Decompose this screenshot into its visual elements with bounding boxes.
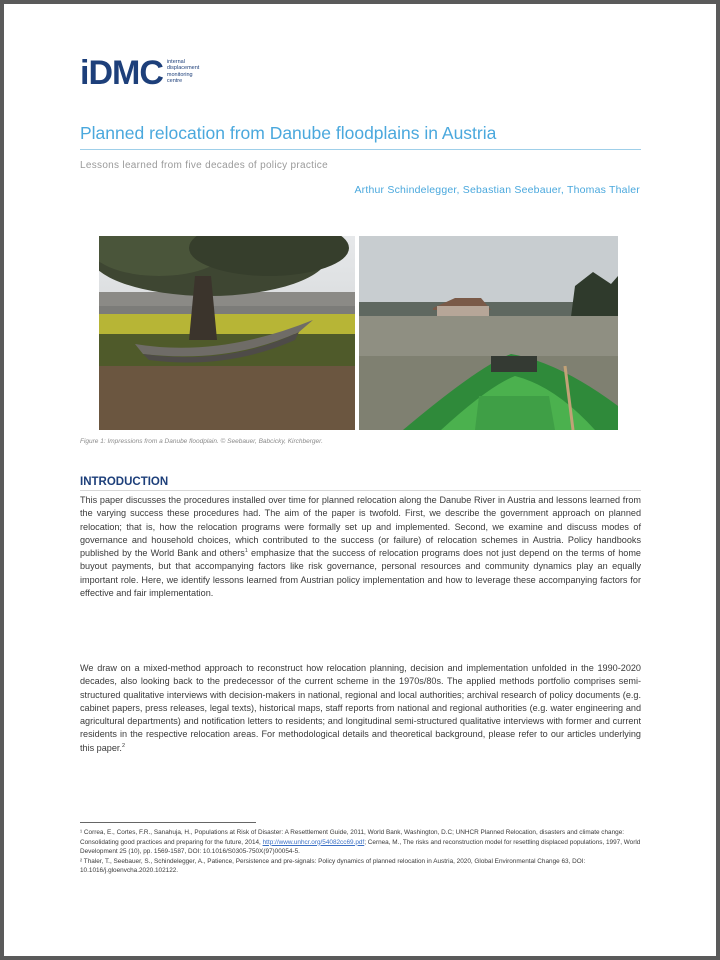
footnote-ref-2: 2 — [121, 742, 126, 749]
footnote-text: ; Cernea, M., The risks and reconstruction model for resettling displaced populations, 1997, World Development 25 (10), pp. 1569-1587, DOI: 10.1016/S0305-750X(97)00054-5. — [80, 838, 641, 856]
logo-subtitle — [167, 59, 213, 84]
footnote-1 — [80, 828, 641, 857]
idmc-logo — [80, 56, 213, 90]
footnote-ref-1: 1 — [244, 548, 248, 555]
introduction-heading: INTRODUCTION — [80, 476, 169, 488]
floodplain-photo-flooded-farm — [359, 236, 618, 430]
document-title: Planned relocation from Danube floodplains in Austria — [80, 123, 497, 143]
title-divider — [80, 149, 641, 150]
logo-mark: iDMC — [80, 54, 163, 92]
figure-caption: Figure 1: Impressions from a Danube floodplain. © Seebauer, Babcicky, Kirchberger. — [80, 438, 323, 445]
floodplain-photo-boat-under-tree — [99, 236, 355, 430]
logo-line: monitoring — [166, 71, 193, 78]
document-subtitle: Lessons learned from five decades of policy practice — [80, 160, 328, 171]
document-authors: Arthur Schindelegger, Sebastian Seebauer, Thomas Thaler — [354, 184, 640, 196]
introduction-paragraph-2 — [80, 662, 641, 755]
introduction-paragraph-1 — [80, 494, 641, 600]
logo-line: internal — [166, 59, 185, 65]
document-page — [4, 4, 716, 956]
footnote-text: ¹ Correa, E., Cortes, F.R., Sanahuja, H., Populations at Risk of Disaster: A Resettlement Guide, 2011, World Bank, Washington, D.C; UNHCR Planned Relocation, disasters and climate change: Consolidating good practices and preparing for the future, 2014, — [80, 829, 625, 846]
footnotes — [80, 828, 641, 876]
footnote-divider — [80, 822, 256, 823]
paragraph-text: emphasize that the success of relocation programs does not just depend on the terms of home buyout payments, but that accompanying factors like risk governance, personal resources and community dynamics play an equally important role. Here, we identify lessons learned from Austrian policy implementation and how to leverage these accompanying factors for effective and fair implementation. — [80, 548, 641, 599]
logo-line: centre — [166, 77, 183, 84]
unhcr-link[interactable]: http://www.unhcr.org/54082cc69.pdf — [262, 838, 365, 846]
paragraph-text: We draw on a mixed-method approach to reconstruct how relocation planning, decision and implementation unfolded in the 1990-2020 decades, also looking back to the predecessor of the current scheme in the 1970s/80s. The applied methods portfolio comprises semi-structured qualitative interviews with decision-makers in national, regional and local authorities; archival research of policy documents (e.g. cabinet papers, press releases, legal texts), historical maps, staff reports from national and regional authorities (e.g. water engineering and agricultural departments) and notification letters to residents; and longitudinal semi-structured qualitative interviews with former and current residents in the respective relocation areas. For methodological details and theoretical background, please refer to our articles underlying this paper. — [80, 663, 641, 753]
logo-line: displacement — [166, 65, 200, 72]
footnote-2: ² Thaler, T., Seebauer, S., Schindelegger, A., Patience, Persistence and pre-signals: Policy dynamics of planned relocation in Austria, 2020, Global Environmental Change 63, DOI: 10.1016/j.gloenvcha.2020.102122. — [80, 857, 586, 875]
section-divider — [80, 490, 641, 491]
paragraph-text: This paper discusses the procedures installed over time for planned relocation along the Danube River in Austria and lessons learned from the varying success these procedures had. The aim of the paper is twofold. First, we describe the government approach on planned relocation; that is, how the relocation programs were formally set up and implemented. Second, we examine and discuss modes of governance and household choices, which contributed to the success (or failure) of relocation schemes in Austria. Policy handbooks published by the World Bank and others — [80, 495, 641, 559]
